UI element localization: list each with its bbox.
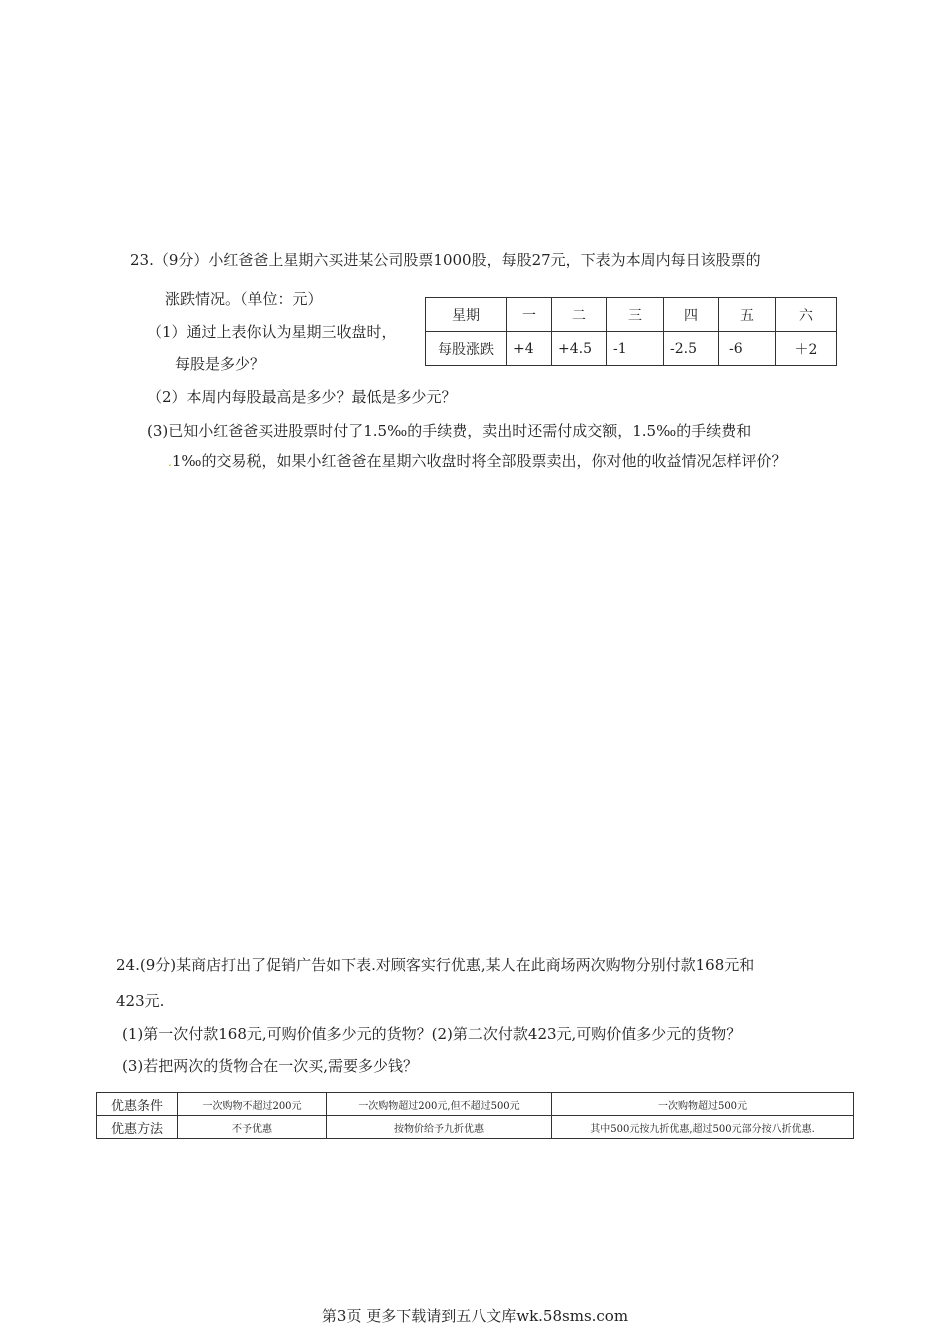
table-cell: 优惠条件 xyxy=(97,1093,178,1116)
table-row xyxy=(97,1093,854,1116)
q24-sub3: (3)若把两次的货物合在一次买,需要多少钱？ xyxy=(122,1057,419,1075)
table-cell: 一 xyxy=(507,298,552,332)
q24-sub1: (1)第一次付款168元,可购价值多少元的货物？(2)第二次付款423元,可购价值多少元的货物？ xyxy=(122,1025,742,1043)
table-cell: 按物价给予九折优惠 xyxy=(327,1116,552,1139)
table-cell: 四 xyxy=(664,298,719,332)
table-cell: 一次购物不超过200元 xyxy=(178,1093,327,1116)
mark-dot: . xyxy=(168,455,172,469)
table-cell: -2.5 xyxy=(664,332,719,366)
table-cell: +4 xyxy=(507,332,552,366)
table-cell: 不予优惠 xyxy=(178,1116,327,1139)
q23-line2: 涨跌情况。（单位：元） xyxy=(165,290,323,308)
table-cell: 二 xyxy=(552,298,607,332)
table-cell: -6 xyxy=(719,332,776,366)
table-row xyxy=(426,298,837,332)
q23-line1: 23.（9分）小红爸爸上星期六买进某公司股票1000股，每股27元，下表为本周内每日该股票的 xyxy=(130,251,761,269)
table-cell: 每股涨跌 xyxy=(426,332,507,366)
table-cell: 一次购物超过500元 xyxy=(552,1093,854,1116)
table-cell: 星期 xyxy=(426,298,507,332)
table-cell: ＋2 xyxy=(776,332,837,366)
q23-sub3a: (3)已知小红爸爸买进股票时付了1.5‰的手续费，卖出时还需付成交额，1.5‰的手续费和 xyxy=(147,422,752,440)
q23-sub2: （2）本周内每股最高是多少？最低是多少元？ xyxy=(147,388,457,406)
stock-change-table xyxy=(425,297,837,366)
table-cell: -1 xyxy=(607,332,664,366)
table-cell: 其中500元按九折优惠,超过500元部分按八折优惠. xyxy=(552,1116,854,1139)
q24-line1: 24.(9分)某商店打出了促销广告如下表.对顾客实行优惠,某人在此商场两次购物分别付款168元和 xyxy=(116,956,755,974)
table-cell: 优惠方法 xyxy=(97,1116,178,1139)
table-cell: 五 xyxy=(719,298,776,332)
table-cell: 六 xyxy=(776,298,837,332)
table-cell: 一次购物超过200元,但不超过500元 xyxy=(327,1093,552,1116)
table-row xyxy=(97,1116,854,1139)
table-cell: 三 xyxy=(607,298,664,332)
page-footer: 第3页 更多下载请到五八文库wk.58sms.com xyxy=(321,1307,629,1325)
promotion-table xyxy=(96,1092,854,1139)
q23-sub3b: 1‰的交易税，如果小红爸爸在星期六收盘时将全部股票卖出，你对他的收益情况怎样评价？ xyxy=(171,452,787,470)
q23-sub1a: （1）通过上表你认为星期三收盘时， xyxy=(147,323,397,341)
table-cell: +4.5 xyxy=(552,332,607,366)
q23-sub1b: 每股是多少？ xyxy=(175,355,266,373)
q23-sub3b-wrap xyxy=(168,451,787,472)
q24-line2: 423元. xyxy=(116,992,165,1010)
table-row xyxy=(426,332,837,366)
